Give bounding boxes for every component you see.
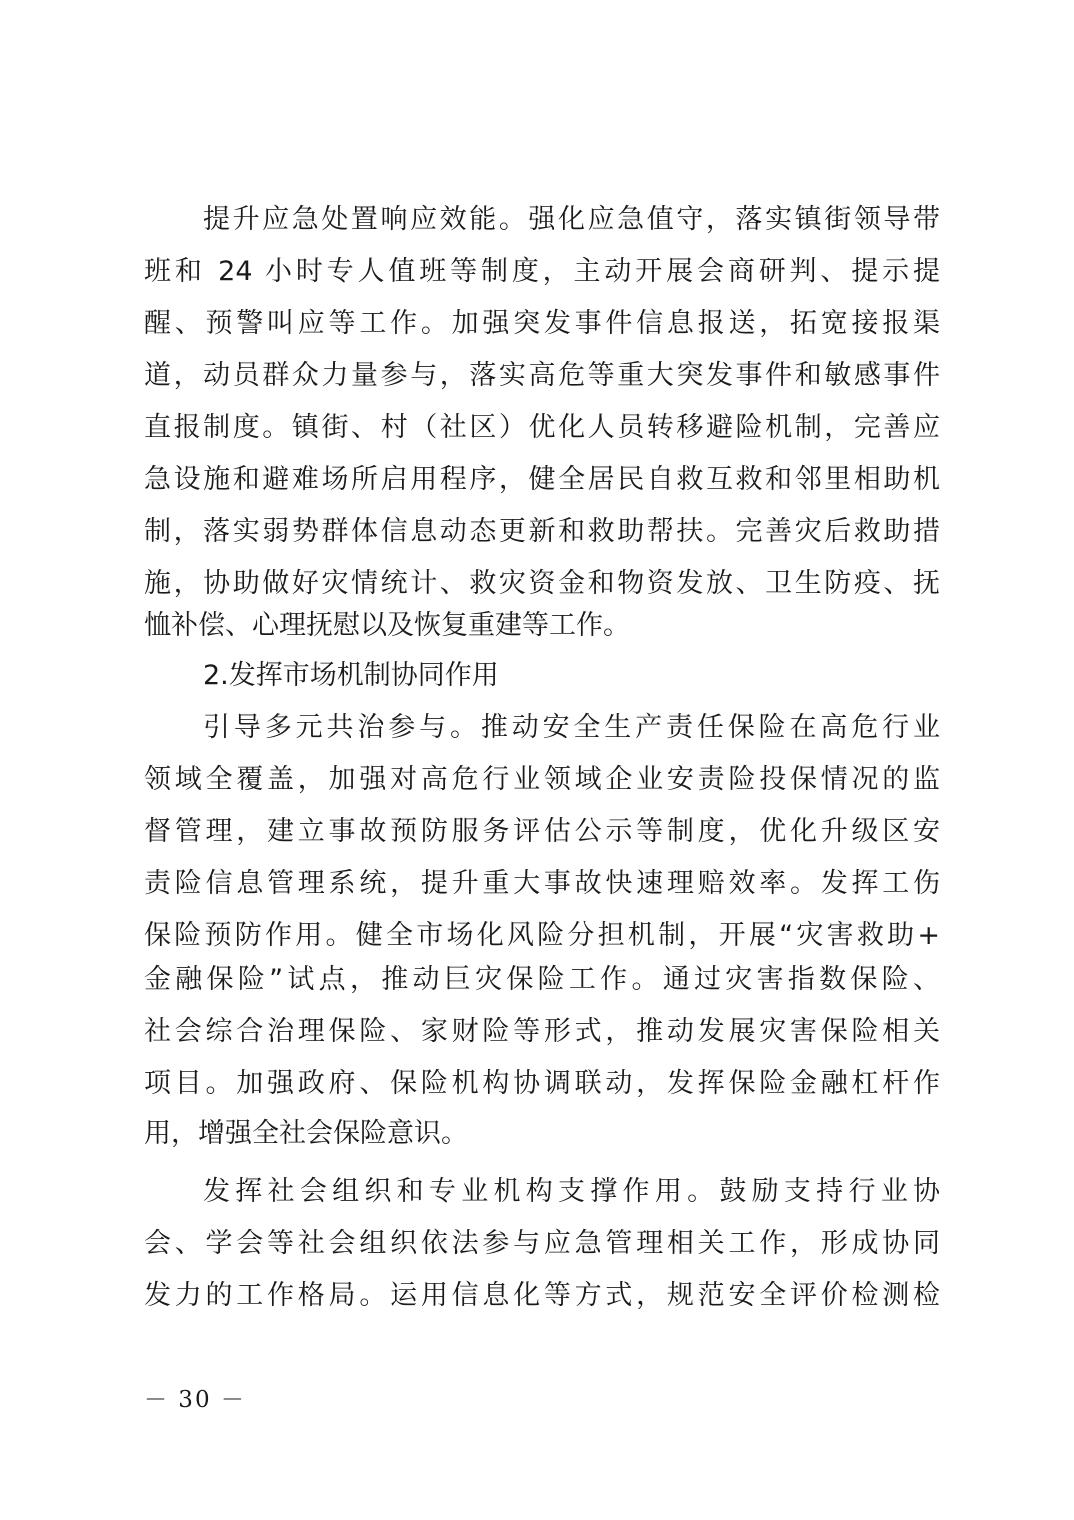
paragraph-2-line-9: 用，增强全社会保险意识。	[144, 1118, 468, 1149]
page-number: － 30 －	[144, 1387, 246, 1413]
paragraph-1-line-5: 直报制度。镇街、村（社区）优化人员转移避险机制，完善应	[144, 412, 940, 443]
section-heading: 2.发挥市场机制协同作用	[203, 660, 499, 691]
paragraph-1-line-3: 醒、预警叫应等工作。加强突发事件信息报送，拓宽接报渠	[144, 308, 940, 339]
paragraph-2-line-8: 项目。加强政府、保险机构协调联动，发挥保险金融杠杆作	[144, 1068, 940, 1099]
paragraph-1-line-8: 施，协助做好灾情统计、救灾资金和物资发放、卫生防疫、抚	[144, 568, 940, 599]
paragraph-1-line-2: 班和 24 小时专人值班等制度，主动开展会商研判、提示提	[144, 256, 940, 287]
paragraph-2-line-6: 金融保险”试点，推动巨灾保险工作。通过灾害指数保险、	[144, 964, 940, 995]
paragraph-3-line-1: 发挥社会组织和专业机构支撑作用。鼓励支持行业协	[203, 1176, 940, 1207]
paragraph-3-line-2: 会、学会等社会组织依法参与应急管理相关工作，形成协同	[144, 1228, 940, 1259]
paragraph-1-line-1: 提升应急处置响应效能。强化应急值守，落实镇街领导带	[203, 204, 940, 235]
paragraph-1-line-4: 道，动员群众力量参与，落实高危等重大突发事件和敏感事件	[144, 360, 940, 391]
paragraph-2-line-1: 引导多元共治参与。推动安全生产责任保险在高危行业	[203, 712, 940, 743]
paragraph-3-line-3: 发力的工作格局。运用信息化等方式，规范安全评价检测检	[144, 1280, 940, 1311]
paragraph-2-line-5: 保险预防作用。健全市场化风险分担机制，开展“灾害救助+	[144, 920, 940, 951]
paragraph-2-line-2: 领域全覆盖，加强对高危行业领域企业安责险投保情况的监	[144, 764, 940, 795]
paragraph-2-line-4: 责险信息管理系统，提升重大事故快速理赔效率。发挥工伤	[144, 868, 940, 899]
paragraph-2-line-7: 社会综合治理保险、家财险等形式，推动发展灾害保险相关	[144, 1016, 940, 1047]
paragraph-1-line-9: 恤补偿、心理抚慰以及恢复重建等工作。	[144, 610, 630, 641]
paragraph-1-line-6: 急设施和避难场所启用程序，健全居民自救互救和邻里相助机	[144, 464, 940, 495]
paragraph-1-line-7: 制，落实弱势群体信息动态更新和救助帮扶。完善灾后救助措	[144, 516, 940, 547]
paragraph-2-line-3: 督管理，建立事故预防服务评估公示等制度，优化升级区安	[144, 816, 940, 847]
